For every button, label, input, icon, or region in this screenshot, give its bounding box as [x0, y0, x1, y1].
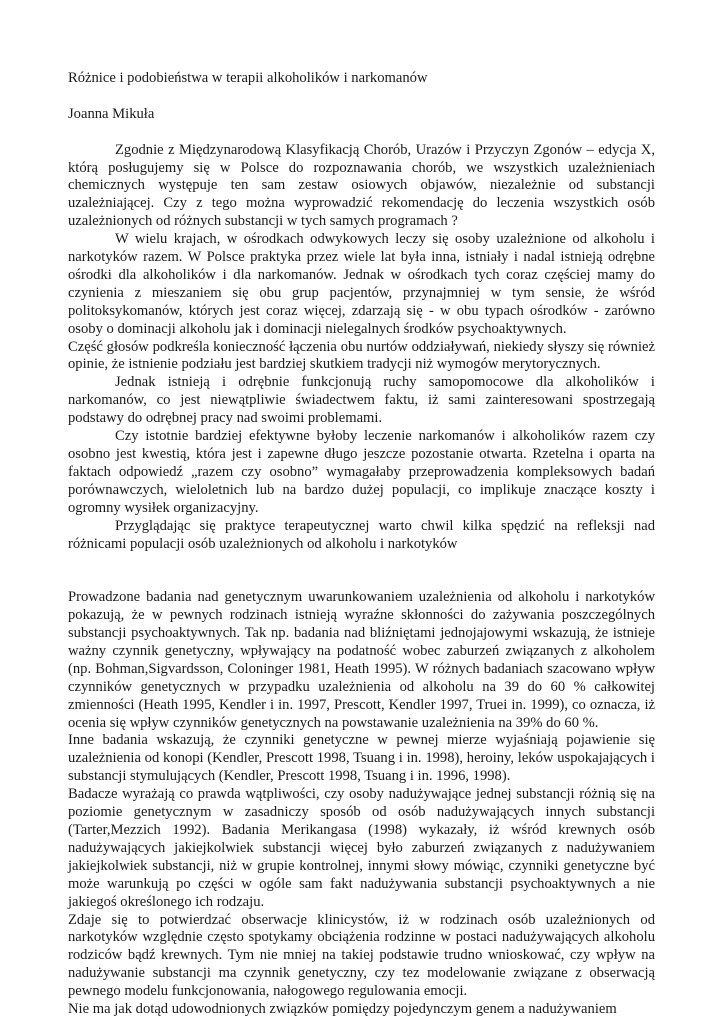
- paragraph-other-research: Inne badania wskazują, że czynniki genetyczne w pewnej mierze wyjaśniają pojawienie się uzależnienia od konopi (Kendler, Prescott 1998, Tsuang i in. 1998), heroiny, leków uspokajających i substancji stymulujących (Kendler, Prescott 1998, Tsuang i in. 1996, 1998).: [68, 732, 655, 785]
- document-title: Różnice i podobieństwa w terapii alkoholików i narkomanów: [68, 70, 428, 86]
- paragraph-effectiveness: Czy istotnie bardziej efektywne byłoby leczenie narkomanów i alkoholików razem czy osobno jest kwestią, która jest i zapewne długo jeszcze pozostanie otwarta. Rzetelna i oparta na faktach odpowiedź „razem czy osobno” wymagałaby przeprowadzenia kompleksowych badań porównawczych, wieloletnich lub na bardzo dużej populacji, co implikuje znaczące koszty i ogromny wysiłek organizacyjny.: [68, 428, 655, 516]
- paragraph-genetic-research: Prowadzone badania nad genetycznym uwarunkowaniem uzależnienia od alkoholu i narkotyków pokazują, że w pewnych rodzinach istnieją wyraźne skłonności do zażywania poszczególnych substancji psychoaktywnych. Tak np. badania nad bliźniętami jednojajowymi wskazują, że istnieje ważny czynnik genetyczny, wpływający na podatność wobec zaburzeń związanych z alkoholem (np. Bohman,Sigvardsson, Coloninger 1981, Heath 1995). W różnych badaniach szacowano wpływ czynników genetycznych w przypadku uzależnienia od alkoholu na 39 do 60 % całkowitej zmienności (Heath 1995, Kendler i in. 1997, Prescott, Kendler 1997, Truei in. 1999), co oznacza, iż ocenia się wpływ czynników genetycznych na powstawanie uzależnienia na 39% do 60 %.: [68, 589, 655, 731]
- paragraph-no-gene-link: Nie ma jak dotąd udowodnionych związków pomiędzy pojedynczym genem a nadużywaniem: [68, 1001, 617, 1018]
- paragraph-treatment-centers: W wielu krajach, w ośrodkach odwykowych leczy się osoby uzależnione od alkoholu i narkotyków razem. W Polsce praktyka przez wiele lat była inna, istniały i nadal istnieją odrębne ośrodki dla alkoholików i dla narkomanów. Jednak w ośrodkach tych coraz częściej mamy do czynienia z mieszaniem się obu grup pacjentów, przynajmniej w tym sensie, że wśród politoksykomanów, których jest coraz więcej, zdarzają się - w obu typach ośrodków - zarówno osoby o dominacji alkoholu jak i dominacji nielegalnych środków psychoaktywnych.: [68, 231, 655, 337]
- paragraph-self-help: Jednak istnieją i odrębnie funkcjonują ruchy samopomocowe dla alkoholików i narkomanów, co jest niewątpliwie świadectwem faktu, iż sami zainteresowani spostrzegają podstawy do odrębnej pracy nad swoimi problemami.: [68, 374, 655, 427]
- paragraph-reflection: Przyglądając się praktyce terapeutycznej warto chwil kilka spędzić na refleksji nad różnicami populacji osób uzależnionych od alkoholu i narkotyków: [68, 517, 655, 552]
- document-author: Joanna Mikuła: [68, 105, 155, 122]
- paragraph-researchers-doubts: Badacze wyrażają co prawda wątpliwości, czy osoby nadużywające jednej substancji różnią się na poziomie genetycznym w zasadniczy sposób od osób nadużywających innych substancji (Tarter,Mezzich 1992). Badania Merikangasa (1998) wykazały, iż wśród krewnych osób nadużywających jakiejkolwiek substancji więcej było zaburzeń związanych z nadużywaniem jakiejkolwiek substancji, niż w grupie kontrolnej, innymi słowy mówiąc, czynniki genetyczne być może warunkują po części w ogóle sam fakt nadużywania substancji psychoaktywnych a nie jakiegoś określonego ich rodzaju.: [68, 786, 655, 910]
- document-page: [68, 70, 655, 1019]
- paragraph-voices: Część głosów podkreśla konieczność łączenia obu nurtów oddziaływań, niekiedy słyszy się również opinie, że istnienie podziału jest bardziej skutkiem tradycji niż wymogów merytorycznych.: [68, 338, 655, 373]
- paragraph-icd-classification: Zgodnie z Międzynarodową Klasyfikacją Chorób, Urazów i Przyczyn Zgonów – edycja X, którą posługujemy się w Polsce do rozpoznawania chorób, we wszystkich uzależnieniach chemicznych występuje ten sam zestaw osiowych objawów, niezależnie od substancji uzależniającej. Czy z tego można wyprowadzić rekomendację do leczenia wszystkich osób uzależnionych od różnych substancji w tych samych programach ?: [68, 141, 655, 230]
- paragraph-clinicians: Zdaje się to potwierdzać obserwacje klinicystów, iż w rodzinach osób uzależnionych od narkotyków względnie często spotykamy obciążenia rodzinne w postaci nadużywających alkoholu rodziców bądź krewnych. Tym nie mniej na takiej podstawie trudno wnioskować, czy wpływ na nadużywanie substancji ma czynnik genetyczny, czy tez modelowanie związane z obserwacją pewnego modelu funkcjonowania, nałogowego regulowania emocji.: [68, 911, 655, 1000]
